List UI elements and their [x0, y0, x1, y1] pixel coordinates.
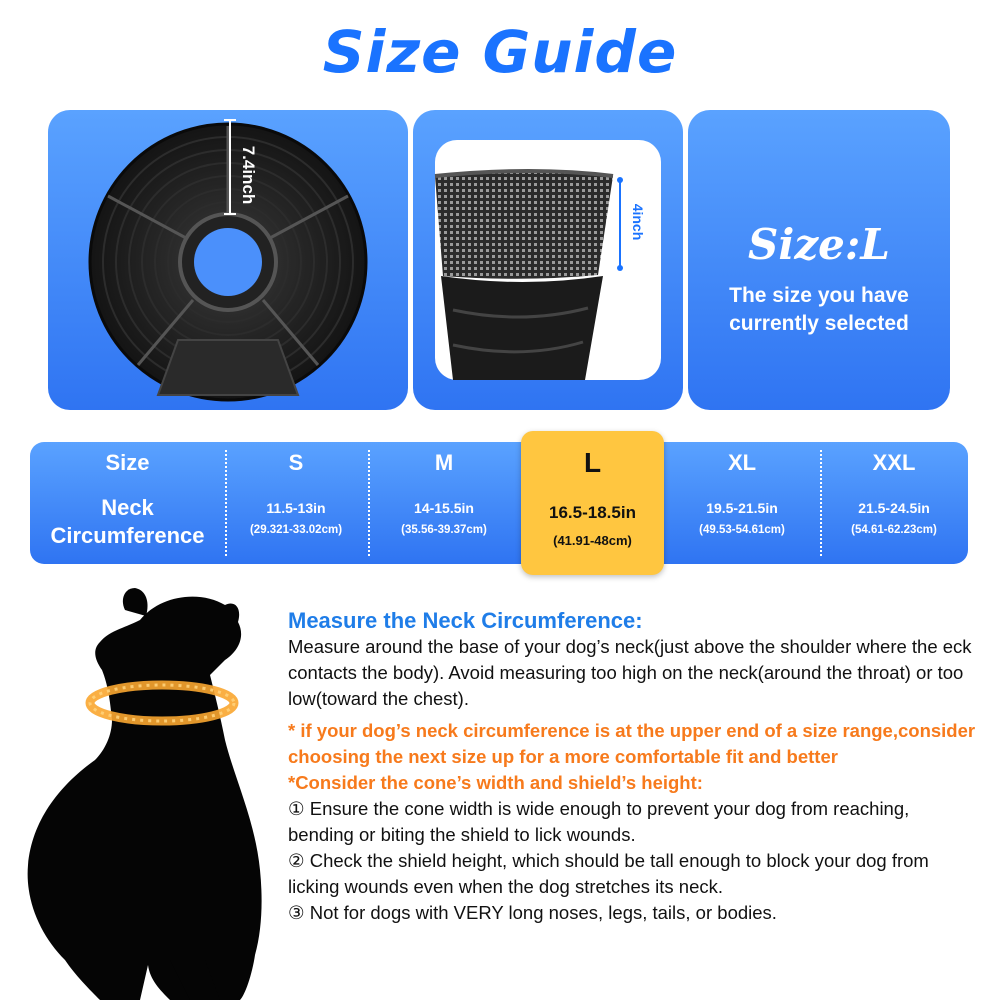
size-inches: 16.5-18.5in	[549, 503, 636, 522]
size-inches: 14-15.5in	[414, 500, 474, 516]
size-inches: 11.5-13in	[266, 500, 326, 516]
consider-point-2: ② Check the shield height, which should be tall enough to block your dog from licking wounds even when the dog stretches its neck.	[288, 850, 929, 897]
consider-heading: *Consider the cone’s width and shield’s height:	[288, 772, 703, 793]
size-cm: (49.53-54.61cm)	[699, 524, 785, 536]
panel-divider	[684, 118, 687, 402]
panel-divider	[409, 118, 412, 402]
diameter-label: 7.4inch	[239, 145, 258, 205]
sizing-tip: * if your dog’s neck circumference is at the upper end of a size range,consider choosing the next size up for a more comfortable fit and better	[288, 720, 976, 767]
size-column-s[interactable]	[225, 442, 367, 564]
selected-size-label: Size:L	[748, 220, 890, 269]
selected-size-note: The size you have currently selected	[729, 284, 909, 335]
size-cm: (54.61-62.23cm)	[851, 524, 937, 536]
cone-side-view-image	[413, 110, 683, 410]
size-name: S	[288, 450, 304, 475]
measure-heading: Measure the Neck Circumference:	[288, 608, 643, 633]
height-label: 4inch	[630, 203, 646, 241]
cone-top-view-image	[48, 110, 408, 410]
size-cm: (35.56-39.37cm)	[401, 524, 487, 536]
size-column-m[interactable]	[368, 442, 520, 564]
page-title: Size Guide	[322, 18, 678, 86]
cone-side-view-panel	[413, 110, 683, 410]
dog-silhouette-image	[20, 580, 282, 1000]
size-row-header: Size	[105, 450, 150, 475]
size-inches: 21.5-24.5in	[858, 500, 930, 516]
size-name: XXL	[872, 450, 916, 475]
selected-size-panel	[688, 110, 950, 410]
size-cm: (41.91-48cm)	[553, 533, 632, 548]
neck-row-header: Neck Circumference	[50, 495, 205, 548]
size-name: XL	[727, 450, 757, 475]
size-name: M	[434, 450, 454, 475]
measure-body: Measure around the base of your dog’s neck(just above the shoulder where the eck contacts the body). Avoid measuring too high on the neck(around the throat) or too low(toward the chest).	[288, 636, 972, 709]
size-chart-table	[30, 442, 968, 564]
consider-point-3: ③ Not for dogs with VERY long noses, legs, tails, or bodies.	[288, 902, 777, 923]
size-column-xl[interactable]	[666, 442, 818, 564]
cone-top-view-panel	[48, 110, 408, 410]
size-column-l-selected[interactable]	[521, 431, 664, 575]
measurement-instructions	[288, 608, 978, 926]
size-column-xxl[interactable]	[820, 442, 968, 564]
size-cm: (29.321-33.02cm)	[249, 524, 343, 536]
size-inches: 19.5-21.5in	[706, 500, 778, 516]
consider-point-1: ① Ensure the cone width is wide enough to prevent your dog from reaching, bending or biting the shield to lick wounds.	[288, 798, 910, 845]
size-name: L	[583, 447, 602, 478]
